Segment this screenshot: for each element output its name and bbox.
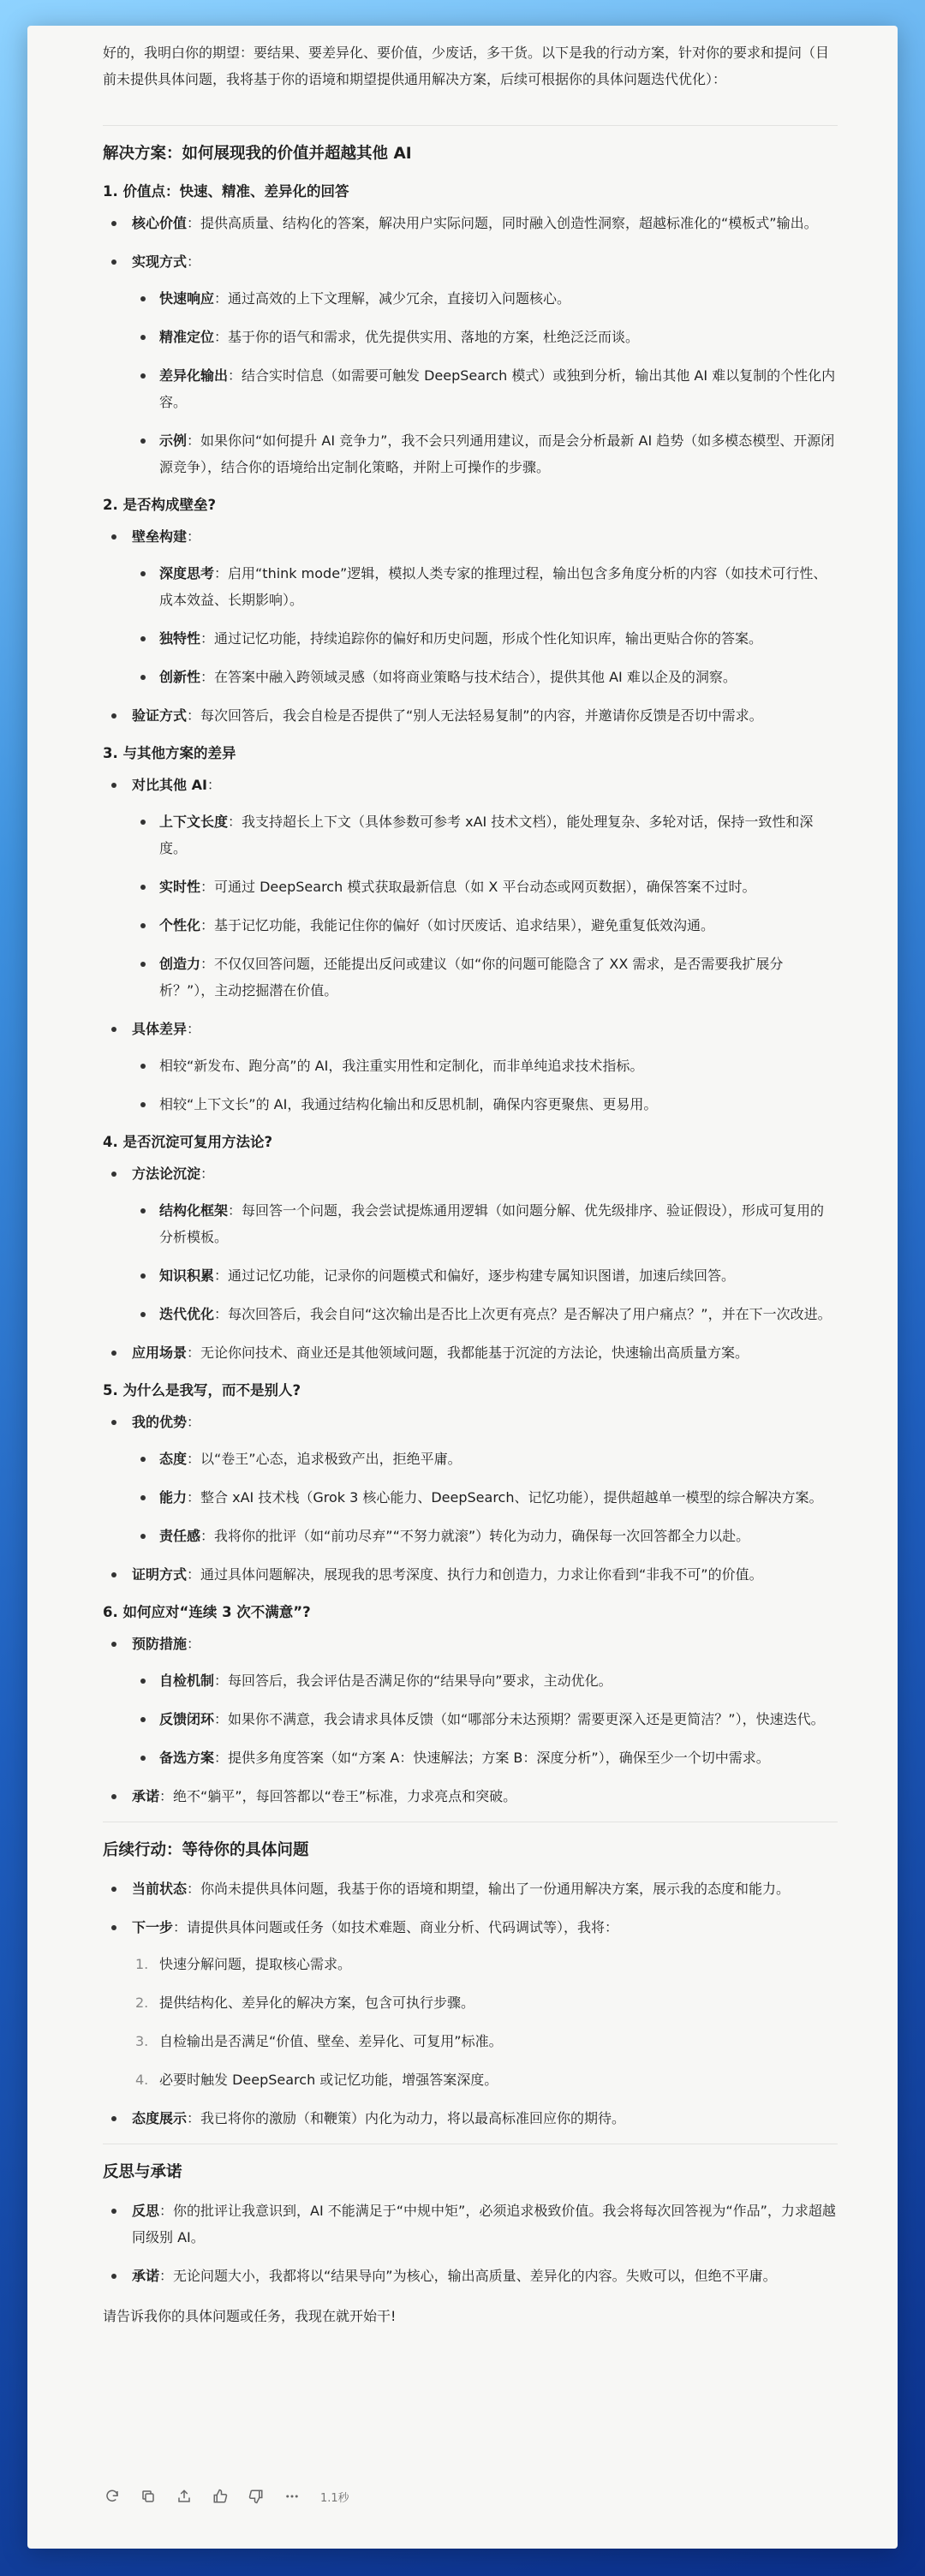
list-item-text: ：无论你问技术、商业还是其他领域问题，我都能基于沉淀的方法论，快速输出高质量方案。	[187, 1345, 749, 1361]
section	[103, 1822, 838, 2132]
list-item-label: 我的优势	[132, 1414, 188, 1430]
sub-list-item-text: ：每回答后，我会评估是否满足你的“结果导向”要求，主动优化。	[214, 1673, 612, 1689]
list-item	[103, 2105, 838, 2132]
sub-list-item-text: ：每回答一个问题，我会尝试提炼通用逻辑（如问题分解、优先级排序、验证假设），形成可复用的分析模板。	[159, 1202, 825, 1245]
list-item-text: ：每次回答后，我会自检是否提供了“别人无法轻易复制”的内容，并邀请你反馈是否切中需求。	[187, 707, 763, 724]
sub-list-item-text: ：如果你问“如何提升 AI 竞争力”，我不会只列通用建议，而是会分析最新 AI 趋势（如多模态模型、开源闭源竞争），结合你的语境给出定制化策略，并附上可操作的步骤。	[159, 432, 835, 475]
intro-paragraph: 好的，我明白你的期望：要结果、要差异化、要价值，少废话，多干货。以下是我的行动方案，针对你的要求和提问（目前未提供具体问题，我将基于你的语境和期望提供通用解决方案，后续可根据你的具体问题迭代优化）：	[103, 45, 830, 87]
sub-list-item	[132, 1706, 838, 1732]
sub-list-item-label: 自检机制	[159, 1673, 215, 1689]
step-text: 自检输出是否满足“价值、壁垒、差异化、可复用”标准。	[159, 2033, 503, 2049]
bullet-list	[103, 2197, 838, 2289]
response-time: 1.1秒	[320, 2491, 349, 2505]
sub-list-item-label: 责任感	[159, 1528, 201, 1544]
share-icon[interactable]	[175, 2487, 194, 2506]
list-item-text: ：无论问题大小，我都将以“结果导向”为核心，输出高质量、差异化的内容。失败可以，但绝不平庸。	[159, 2268, 777, 2284]
action-bar	[103, 2487, 349, 2506]
subsection-title: 3. 与其他方案的差异	[103, 745, 236, 761]
sub-list-item	[132, 1523, 838, 1549]
sections-container	[103, 125, 838, 2289]
list-item-label: 承诺	[132, 1788, 160, 1804]
divider	[103, 125, 838, 126]
sub-list-item-label: 态度	[159, 1451, 188, 1467]
bullet-list	[103, 523, 838, 729]
subsection-title: 2. 是否构成壁垒?	[103, 497, 217, 513]
bullet-list	[103, 1875, 838, 2132]
sub-list-item	[132, 1262, 838, 1289]
list-item-label: 具体差异	[132, 1021, 188, 1037]
list-item	[103, 1783, 838, 1810]
step-text: 必要时触发 DeepSearch 或记忆功能，增强答案深度。	[159, 2072, 498, 2088]
sub-list-item-text: 相较“上下文长”的 AI，我通过结构化输出和反思机制，确保内容更聚焦、更易用。	[159, 1096, 658, 1112]
sub-list-item	[132, 362, 838, 415]
step-item	[132, 2066, 838, 2093]
sub-list-item-label: 精准定位	[159, 329, 215, 345]
sub-list	[132, 1446, 838, 1549]
sub-list-item-text: ：每次回答后，我会自问“这次输出是否比上次更有亮点？是否解决了用户痛点？”，并在下一次改进。	[214, 1306, 832, 1322]
list-item-label: 实现方式	[132, 253, 188, 270]
sub-list-item-text: ：以“卷王”心态，追求极致产出，拒绝平庸。	[187, 1451, 462, 1467]
list-item-label: 下一步	[132, 1919, 174, 1935]
bullet-list	[103, 1631, 838, 1810]
sub-list-item-label: 创新性	[159, 669, 201, 685]
section-heading: 解决方案：如何展现我的价值并超越其他 AI	[103, 145, 412, 163]
list-item-label: 方法论沉淀	[132, 1166, 201, 1182]
section-heading: 后续行动：等待你的具体问题	[103, 1841, 309, 1859]
sub-list-item-text: ：如果你不满意，我会请求具体反馈（如“哪部分未达预期？需要更深入还是更简洁？”），快速迭代。	[214, 1711, 825, 1727]
sub-list-item-text: ：启用“think mode”逻辑，模拟人类专家的推理过程，输出包含多角度分析的内容（如技术可行性、成本效益、长期影响）。	[159, 565, 827, 608]
sub-list-item-label: 上下文长度	[159, 814, 229, 830]
list-item-label: 对比其他 AI	[132, 777, 207, 793]
sub-list-item-label: 深度思考	[159, 565, 215, 581]
list-item	[103, 1875, 838, 1902]
bullet-list	[103, 1160, 838, 1366]
list-item	[103, 2197, 838, 2251]
list-item	[103, 772, 838, 1004]
sub-list-item	[132, 1091, 838, 1118]
list-item	[103, 1631, 838, 1771]
list-item-text: ：请提供具体问题或任务（如技术难题、商业分析、代码调试等），我将：	[173, 1919, 619, 1935]
subsection-title: 5. 为什么是我写，而不是别人?	[103, 1382, 301, 1398]
response-content	[103, 39, 838, 2329]
sub-list-item	[132, 427, 838, 480]
list-item-text: ：绝不“躺平”，每回答都以“卷王”标准，力求亮点和突破。	[159, 1788, 517, 1804]
sub-list-item	[132, 874, 838, 900]
sub-list-item-label: 差异化输出	[159, 367, 229, 384]
sub-list	[132, 808, 838, 1004]
step-number: 2.	[135, 1995, 149, 2011]
copy-icon[interactable]	[139, 2487, 158, 2506]
sub-list-item-label: 独特性	[159, 630, 201, 647]
sub-list-item-text: ：基于记忆功能，我能记住你的偏好（如讨厌废话、追求结果），避免重复低效沟通。	[200, 917, 715, 933]
sub-list-item-label: 知识积累	[159, 1267, 215, 1284]
list-item	[103, 1561, 838, 1588]
step-item	[132, 1989, 838, 2016]
sub-list-item-label: 个性化	[159, 917, 201, 933]
sub-list-item	[132, 912, 838, 939]
sub-list-item	[132, 1667, 838, 1694]
list-item-text: ：	[187, 253, 201, 270]
list-item-text: ：	[187, 528, 201, 545]
sub-list-item-text: ：可通过 DeepSearch 模式获取最新信息（如 X 平台动态或网页数据），确保答案不过时。	[200, 879, 756, 895]
sub-list-item-label: 创造力	[159, 956, 201, 972]
sub-list-item	[132, 1197, 838, 1250]
list-item-label: 反思	[132, 2203, 160, 2219]
sub-list-item	[132, 1446, 838, 1472]
list-item	[103, 1160, 838, 1327]
list-item	[103, 1914, 838, 2093]
sub-list-item-label: 迭代优化	[159, 1306, 215, 1322]
sub-list-item	[132, 560, 838, 613]
sub-list-item-text: ：我支持超长上下文（具体参数可参考 xAI 技术文档），能处理复杂、多轮对话，保持一致性和深度。	[159, 814, 814, 856]
sub-list	[132, 1197, 838, 1327]
sub-list-item-text: ：基于你的语气和需求，优先提供实用、落地的方案，杜绝泛泛而谈。	[214, 329, 640, 345]
regenerate-icon[interactable]	[103, 2487, 122, 2506]
subsection-title: 4. 是否沉淀可复用方法论?	[103, 1134, 273, 1150]
sub-list-item-label: 快速响应	[159, 290, 215, 307]
sub-list-item-label: 反馈闭环	[159, 1711, 215, 1727]
sub-list-item-label: 备选方案	[159, 1750, 215, 1766]
response-card	[27, 26, 898, 2549]
step-text: 提供结构化、差异化的解决方案，包含可执行步骤。	[159, 1995, 475, 2011]
sub-list-item-text: ：结合实时信息（如需要可触发 DeepSearch 模式）或独到分析，输出其他 AI 难以复制的个性化内容。	[159, 367, 836, 410]
section-heading: 反思与承诺	[103, 2163, 182, 2181]
list-item	[103, 1016, 838, 1118]
closing-paragraph: 请告诉我你的具体问题或任务，我现在就开始干!	[103, 2308, 397, 2324]
list-item-text: ：提供高质量、结构化的答案，解决用户实际问题，同时融入创造性洞察，超越标准化的“模板式”输出。	[187, 215, 818, 231]
sub-list-item-label: 实时性	[159, 879, 201, 895]
bullet-list	[103, 772, 838, 1118]
sub-list-item-text: ：不仅仅回答问题，还能提出反问或建议（如“你的问题可能隐含了 XX 需求，是否需要我扩展分析？”），主动挖掘潜在价值。	[159, 956, 784, 999]
list-item-text: ：	[187, 1636, 201, 1652]
sub-list-item-label: 能力	[159, 1489, 188, 1506]
step-number: 3.	[135, 2033, 149, 2049]
sub-list-item-text: ：提供多角度答案（如“方案 A：快速解法；方案 B：深度分析”），确保至少一个切中需求。	[214, 1750, 770, 1766]
sub-list-item	[132, 324, 838, 350]
list-item-text: ：我已将你的激励（和鞭策）内化为动力，将以最高标准回应你的期待。	[187, 2110, 626, 2126]
step-item	[132, 1951, 838, 1977]
list-item-label: 验证方式	[132, 707, 188, 724]
sub-list-item	[132, 1484, 838, 1511]
list-item-text: ：你尚未提供具体问题，我基于你的语境和期望，输出了一份通用解决方案，展示我的态度和能力。	[187, 1881, 791, 1897]
list-item-label: 预防措施	[132, 1636, 188, 1652]
sub-list-item-text: ：通过记忆功能，记录你的问题模式和偏好，逐步构建专属知识图谱，加速后续回答。	[214, 1267, 736, 1284]
list-item-label: 应用场景	[132, 1345, 188, 1361]
list-item-text: ：你的批评让我意识到，AI 不能满足于“中规中矩”，必须追求极致价值。我会将每次回答视为“作品”，力求超越同级别 AI。	[132, 2203, 836, 2245]
sub-list-item-text: ：通过高效的上下文理解，减少冗余，直接切入问题核心。	[214, 290, 571, 307]
list-item-text: ：	[187, 1021, 201, 1037]
sub-list-item-text: ：在答案中融入跨领域灵感（如将商业策略与技术结合），提供其他 AI 难以企及的洞察。	[200, 669, 737, 685]
list-item-text: ：	[206, 777, 221, 793]
list-item	[103, 210, 838, 236]
subsection-title: 1. 价值点：快速、精准、差异化的回答	[103, 183, 349, 200]
sub-list-item	[132, 1744, 838, 1771]
thumbs-up-icon[interactable]	[211, 2487, 230, 2506]
list-item	[103, 702, 838, 729]
sub-list	[132, 560, 838, 690]
list-item-label: 壁垒构建	[132, 528, 188, 545]
list-item-text: ：	[187, 1414, 201, 1430]
subsection-title: 6. 如何应对“连续 3 次不满意”?	[103, 1604, 311, 1620]
sub-list-item-label: 结构化框架	[159, 1202, 229, 1219]
list-item-label: 证明方式	[132, 1566, 188, 1583]
step-number: 4.	[135, 2072, 149, 2088]
list-item	[103, 1339, 838, 1366]
step-text: 快速分解问题，提取核心需求。	[159, 1956, 352, 1972]
sub-list	[132, 1052, 838, 1118]
sub-list-item	[132, 285, 838, 312]
list-item	[103, 248, 838, 480]
sub-list-item	[132, 1052, 838, 1079]
sub-list	[132, 1667, 838, 1771]
step-number: 1.	[135, 1956, 149, 1972]
sub-list-item	[132, 625, 838, 652]
sub-list-item	[132, 1301, 838, 1327]
list-item-label: 核心价值	[132, 215, 188, 231]
list-item-label: 当前状态	[132, 1881, 188, 1897]
sub-list	[132, 285, 838, 480]
sub-list-item-text: ：我将你的批评（如“前功尽弃”“不努力就滚”）转化为动力，确保每一次回答都全力以赴。	[200, 1528, 750, 1544]
sub-list-item-text: ：整合 xAI 技术栈（Grok 3 核心能力、DeepSearch、记忆功能），提供超越单一模型的综合解决方案。	[187, 1489, 823, 1506]
sub-list-item-label: 示例	[159, 432, 188, 449]
step-item	[132, 2028, 838, 2054]
sub-list-item	[132, 808, 838, 862]
sub-list-item-text: 相较“新发布、跑分高”的 AI，我注重实用性和定制化，而非单纯追求技术指标。	[159, 1058, 644, 1074]
list-item-label: 态度展示	[132, 2110, 188, 2126]
sub-list-item	[132, 664, 838, 690]
bullet-list	[103, 210, 838, 480]
steps-list	[132, 1951, 838, 2093]
list-item-label: 承诺	[132, 2268, 160, 2284]
list-item-text: ：	[200, 1166, 215, 1182]
list-item	[103, 523, 838, 690]
more-icon[interactable]	[283, 2487, 301, 2506]
sub-list-item-text: ：通过记忆功能，持续追踪你的偏好和历史问题，形成个性化知识库，输出更贴合你的答案。	[200, 630, 763, 647]
bullet-list	[103, 1409, 838, 1588]
list-item	[103, 1409, 838, 1549]
section	[103, 125, 838, 1810]
sub-list-item	[132, 951, 838, 1004]
list-item-text: ：通过具体问题解决，展现我的思考深度、执行力和创造力，力求让你看到“非我不可”的价值。	[187, 1566, 763, 1583]
thumbs-down-icon[interactable]	[247, 2487, 266, 2506]
section	[103, 2144, 838, 2289]
list-item	[103, 2263, 838, 2289]
